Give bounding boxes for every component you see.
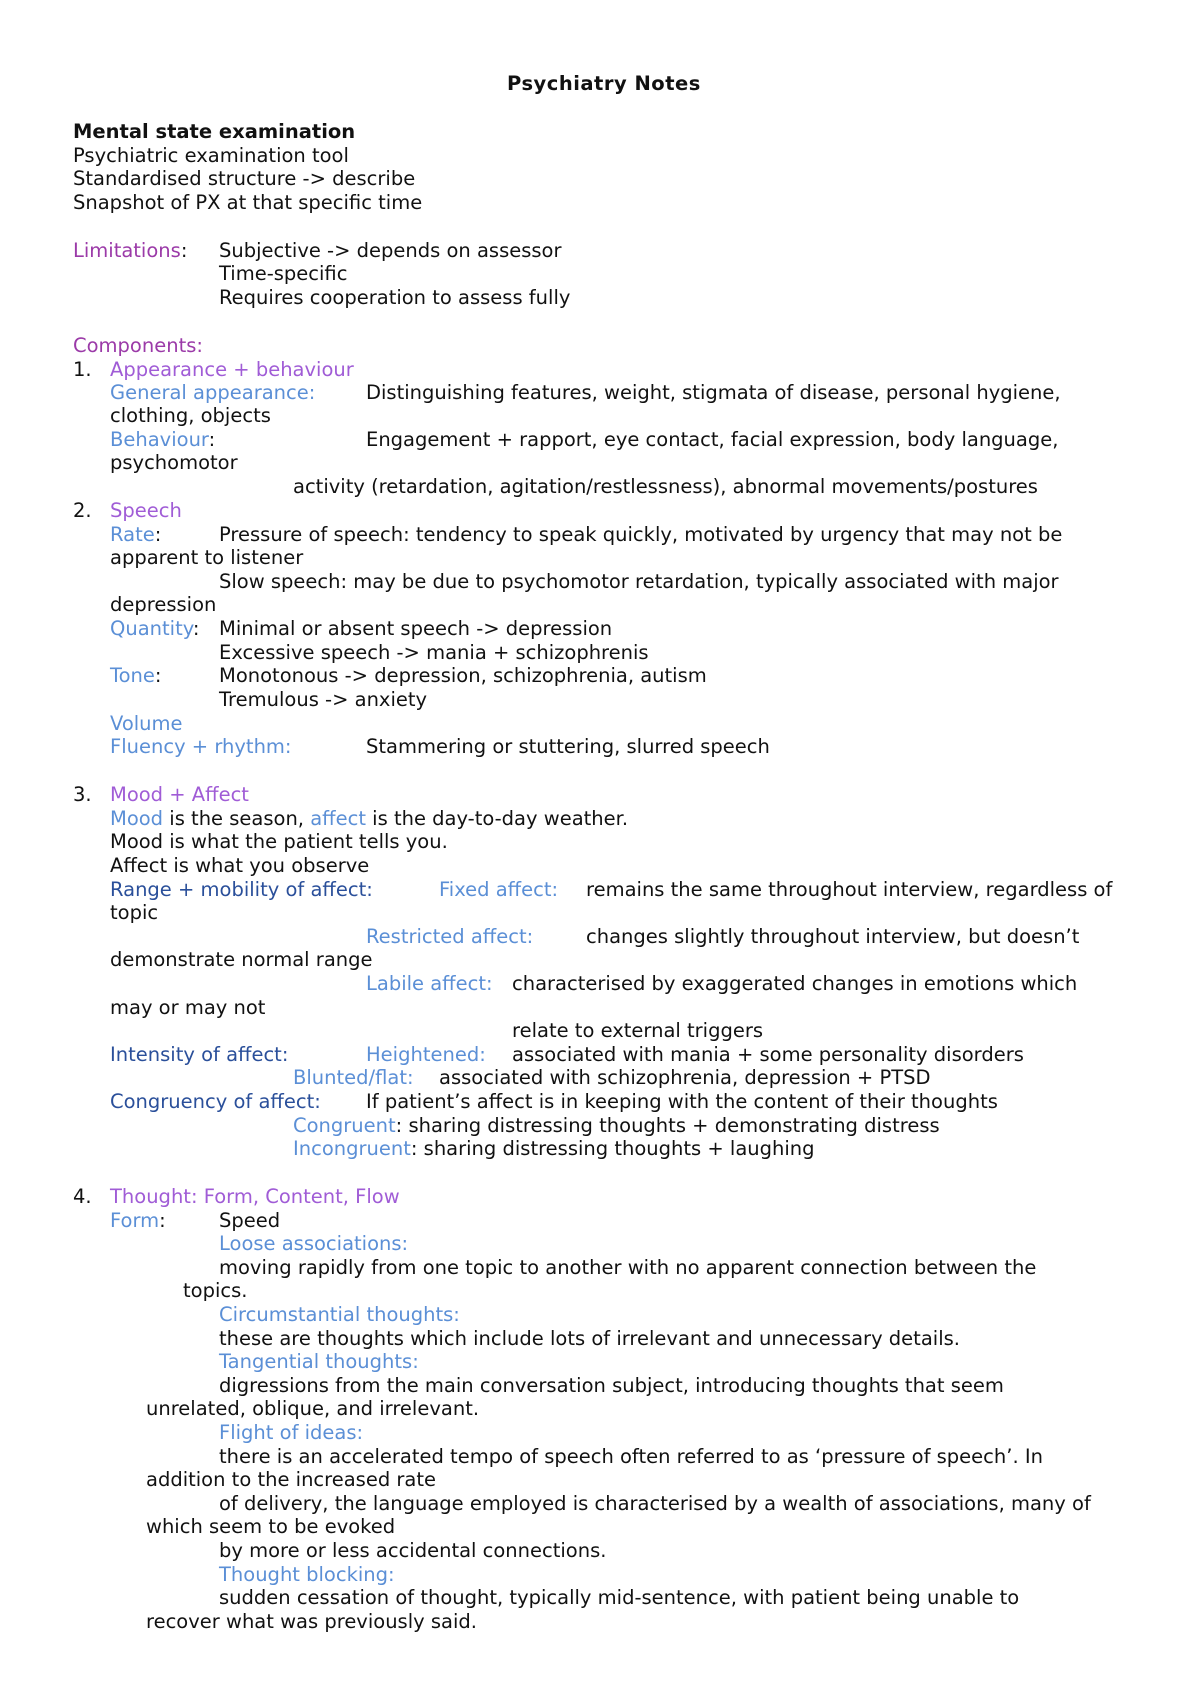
labile-affect-cont: relate to external triggers: [512, 1019, 764, 1042]
incongruent-line: [293, 1137, 815, 1161]
section-title-thought: Thought: Form, Content, Flow: [110, 1185, 400, 1208]
labile-affect-text: characterised by exaggerated changes in emotions which: [512, 972, 1078, 995]
limitations-label-text: Limitations: [73, 239, 181, 262]
thought-blocking-wrap: recover what was previously said.: [146, 1610, 477, 1633]
list-number: 3.: [73, 783, 92, 806]
mse-line: Standardised structure -> describe: [73, 167, 416, 190]
behaviour-cont: activity (retardation, agitation/restlessness), abnormal movements/postures: [293, 475, 1038, 498]
behaviour-text: Engagement + rapport, eye contact, facial expression, body language,: [366, 428, 1059, 451]
congruent-text: : sharing distressing thoughts + demonstrating distress: [395, 1114, 940, 1137]
general-appearance-wrap: clothing, objects: [110, 404, 271, 427]
behaviour-label-text: Behaviour: [110, 428, 209, 451]
mood-season-line: [110, 807, 628, 831]
quantity-label-text: Quantity: [110, 617, 193, 640]
heightened-label: Heightened:: [366, 1043, 486, 1066]
fixed-affect-text: remains the same throughout interview, regardless of: [586, 878, 1113, 901]
mood-end: is the day-to-day weather.: [365, 807, 629, 830]
thought-blocking-label: Thought blocking:: [219, 1563, 395, 1586]
blunted-label: Blunted/flat:: [293, 1066, 414, 1089]
circumstantial-label: Circumstantial thoughts:: [219, 1303, 460, 1326]
thought-blocking-text: sudden cessation of thought, typically mid-sentence, with patient being unable to: [219, 1586, 1020, 1609]
flight-of-ideas-text: by more or less accidental connections.: [219, 1539, 607, 1562]
limitation-item: Subjective -> depends on assessor: [219, 239, 562, 262]
blunted-text: associated with schizophrenia, depression + PTSD: [439, 1066, 931, 1089]
behaviour-colon: :: [208, 428, 216, 451]
tangential-text: digressions from the main conversation subject, introducing thoughts that seem: [219, 1374, 1004, 1397]
restricted-affect-text: changes slightly throughout interview, but doesn’t: [586, 925, 1080, 948]
speed-text: Speed: [219, 1209, 281, 1232]
restricted-affect-label: Restricted affect:: [366, 925, 534, 948]
flight-of-ideas-label: Flight of ideas:: [219, 1421, 364, 1444]
affect-word: affect: [310, 807, 366, 830]
labile-affect-wrap: may or may not: [110, 996, 266, 1019]
restricted-affect-wrap: demonstrate normal range: [110, 948, 373, 971]
tone-label-text: Tone: [110, 664, 155, 687]
heightened-text: associated with mania + some personality disorders: [512, 1043, 1024, 1066]
flight-of-ideas-wrap: which seem to be evoked: [146, 1515, 396, 1538]
tone-colon: :: [154, 664, 162, 687]
volume-label: Volume: [110, 712, 183, 735]
limitation-item: Requires cooperation to assess fully: [219, 286, 571, 309]
fixed-affect-wrap: topic: [110, 901, 159, 924]
fluency-text: Stammering or stuttering, slurred speech: [366, 735, 770, 758]
mood-mid: is the season,: [163, 807, 311, 830]
quantity-text: Minimal or absent speech -> depression: [219, 617, 613, 640]
limitations-colon: :: [180, 239, 188, 262]
tangential-label: Tangential thoughts:: [219, 1350, 419, 1373]
behaviour-wrap: psychomotor: [110, 451, 238, 474]
loose-associations-wrap: topics.: [183, 1279, 248, 1302]
rate-colon: :: [154, 523, 162, 546]
congruency-text: If patient’s affect is in keeping with the content of their thoughts: [366, 1090, 998, 1113]
list-number: 1.: [73, 358, 92, 381]
limitation-item: Time-specific: [219, 262, 348, 285]
congruent-label: Congruent: [293, 1114, 396, 1137]
rate-wrap: depression: [110, 593, 217, 616]
quantity-colon: :: [192, 617, 200, 640]
congruent-line: [293, 1114, 940, 1138]
tone-text: Monotonous -> depression, schizophrenia, autism: [219, 664, 707, 687]
mood-line: Mood is what the patient tells you.: [110, 830, 448, 853]
mse-heading: Mental state examination: [73, 120, 356, 143]
congruency-label: Congruency of affect:: [110, 1090, 321, 1113]
form-colon: :: [159, 1209, 166, 1232]
list-number: 2.: [73, 499, 92, 522]
components-label: Components:: [73, 334, 203, 357]
rate-text: Slow speech: may be due to psychomotor retardation, typically associated with major: [219, 570, 1059, 593]
quantity-label: [110, 617, 199, 641]
loose-associations-text: moving rapidly from one topic to another with no apparent connection between the: [219, 1256, 1037, 1279]
circumstantial-text: these are thoughts which include lots of irrelevant and unnecessary details.: [219, 1327, 960, 1350]
section-title-mood: Mood + Affect: [110, 783, 249, 806]
tone-text: Tremulous -> anxiety: [219, 688, 428, 711]
incongruent-label: Incongruent: [293, 1137, 411, 1160]
incongruent-text: : sharing distressing thoughts + laughing: [410, 1137, 815, 1160]
tone-label: [110, 664, 161, 688]
form-label-text: Form: [110, 1209, 160, 1232]
flight-of-ideas-text: there is an accelerated tempo of speech often referred to as ‘pressure of speech’. In: [219, 1445, 1043, 1468]
page-title: Psychiatry Notes: [507, 72, 701, 95]
rate-label: [110, 523, 161, 547]
fixed-affect-label: Fixed affect:: [439, 878, 559, 901]
general-appearance-text: Distinguishing features, weight, stigmata of disease, personal hygiene,: [366, 381, 1061, 404]
affect-line: Affect is what you observe: [110, 854, 370, 877]
rate-label-text: Rate: [110, 523, 155, 546]
labile-affect-label: Labile affect:: [366, 972, 493, 995]
mood-word: Mood: [110, 807, 164, 830]
flight-of-ideas-wrap: addition to the increased rate: [146, 1468, 437, 1491]
tangential-wrap: unrelated, oblique, and irrelevant.: [146, 1397, 480, 1420]
loose-associations-label: Loose associations:: [219, 1232, 409, 1255]
limitations-label: [73, 239, 187, 263]
list-number: 4.: [73, 1185, 92, 1208]
mse-line: Psychiatric examination tool: [73, 144, 349, 167]
section-title-speech: Speech: [110, 499, 182, 522]
flight-of-ideas-text: of delivery, the language employed is characterised by a wealth of associations, many of: [219, 1492, 1091, 1515]
rate-text: Pressure of speech: tendency to speak quickly, motivated by urgency that may not be: [219, 523, 1063, 546]
mse-line: Snapshot of PX at that specific time: [73, 191, 423, 214]
form-label: [110, 1209, 166, 1233]
intensity-label: Intensity of affect:: [110, 1043, 289, 1066]
rate-wrap: apparent to listener: [110, 546, 304, 569]
behaviour-label: [110, 428, 215, 452]
section-title-appearance: Appearance + behaviour: [110, 358, 354, 381]
general-appearance-label: General appearance:: [110, 381, 316, 404]
fluency-label: Fluency + rhythm:: [110, 735, 292, 758]
quantity-text: Excessive speech -> mania + schizophrenis: [219, 641, 649, 664]
range-label: Range + mobility of affect:: [110, 878, 373, 901]
